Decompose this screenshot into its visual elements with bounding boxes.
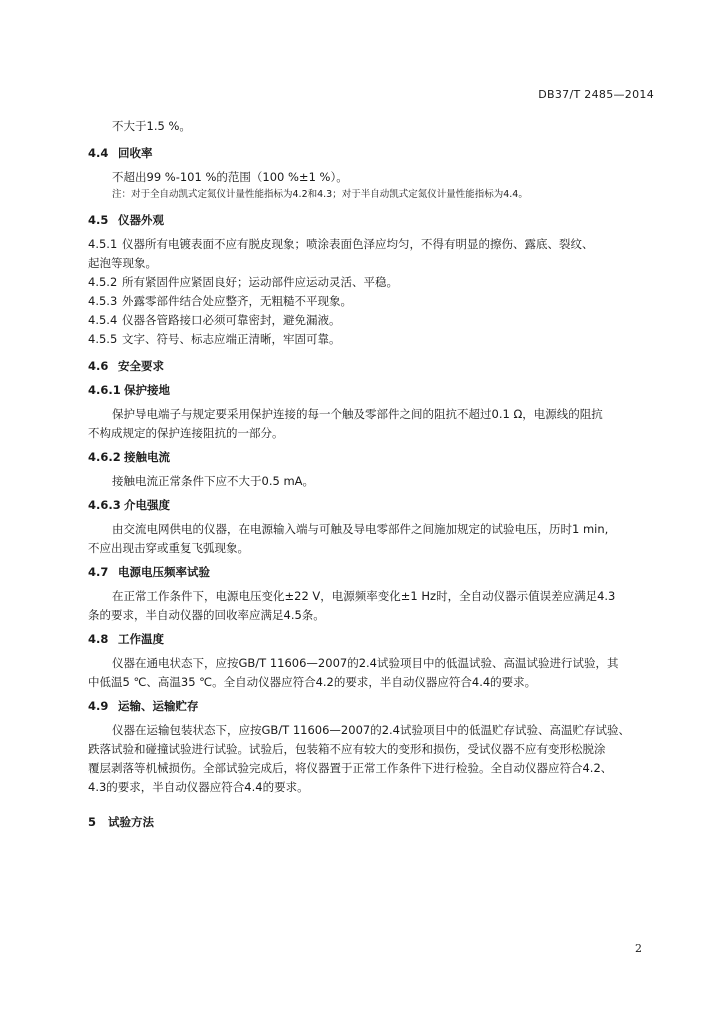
- heading-4-9: [88, 697, 656, 716]
- heading-title: 工作温度: [118, 632, 164, 646]
- clause-4-5-1: [88, 235, 656, 254]
- paragraph-transport: 仪器在运输包装状态下，应按GB/T 11606—2007的2.4试验项目中的低温贮存试验、高温贮存试验、: [112, 723, 630, 737]
- clause-number: 4.5.1: [88, 237, 118, 251]
- paragraph-recovery: 不超出99 %-101 %的范围（100 %±1 %）。: [112, 170, 348, 184]
- heading-title: 安全要求: [118, 359, 164, 373]
- clause-4-5-3: [88, 292, 656, 311]
- paragraph-voltage: 在正常工作条件下，电源电压变化±22 V，电源频率变化±1 Hz时，全自动仪器示值误差应满足4.3: [112, 589, 616, 603]
- heading-number: 4.6.3: [88, 498, 121, 512]
- heading-number: 4.6.1: [88, 383, 121, 397]
- heading-number: 5: [88, 815, 97, 829]
- heading-title: 介电强度: [124, 498, 170, 512]
- clause-text: 所有紧固件应紧固良好；运动部件应运动灵活、平稳。: [122, 275, 398, 289]
- clause-number: 4.5.3: [88, 294, 118, 308]
- paragraph-dielectric: 由交流电网供电的仪器，在电源输入端与可触及导电零部件之间施加规定的试验电压，历时1 min,: [112, 522, 609, 536]
- clause-text: 外露零部件结合处应整齐，无粗糙不平现象。: [122, 294, 352, 308]
- heading-number: 4.9: [88, 699, 109, 713]
- heading-4-4: [88, 144, 656, 163]
- clause-text: 仪器所有电镀表面不应有脱皮现象；喷涂表面色泽应均匀，不得有明显的擦伤、露底、裂纹、: [122, 237, 594, 251]
- paragraph-dielectric-cont: 不应出现击穿或重复飞弧现象。: [88, 541, 249, 555]
- clause-number: 4.5.2: [88, 275, 118, 289]
- heading-5: [88, 813, 656, 832]
- paragraph-voltage-cont: 条的要求，半自动仪器的回收率应满足4.5条。: [88, 608, 325, 622]
- heading-4-6-2: [88, 448, 656, 467]
- heading-title: 回收率: [118, 146, 153, 160]
- paragraph-limit: 不大于1.5 %。: [112, 119, 191, 133]
- heading-4-8: [88, 630, 656, 649]
- clause-text: 文字、符号、标志应端正清晰，牢固可靠。: [122, 332, 341, 346]
- heading-number: 4.6.2: [88, 450, 121, 464]
- paragraph-transport-cont-3: 4.3的要求，半自动仪器应符合4.4的要求。: [88, 780, 309, 794]
- clause-number: 4.5.4: [88, 313, 118, 327]
- heading-4-6-1: [88, 381, 656, 400]
- paragraph-grounding: 保护导电端子与规定要采用保护连接的每一个触及零部件之间的阻抗不超过0.1 Ω，电源线的阻抗: [112, 407, 603, 421]
- heading-title: 仪器外观: [118, 213, 164, 227]
- document-body: [88, 117, 656, 832]
- clause-4-5-4: [88, 311, 656, 330]
- paragraph-temperature-cont: 中低温5 ℃、高温35 ℃。全自动仪器应符合4.2的要求，半自动仪器应符合4.4的要求。: [88, 675, 537, 689]
- paragraph-grounding-cont: 不构成规定的保护连接阻抗的一部分。: [88, 426, 284, 440]
- heading-title: 接触电流: [124, 450, 170, 464]
- heading-title: 试验方法: [108, 815, 154, 829]
- heading-number: 4.6: [88, 359, 109, 373]
- clause-text: 仪器各管路接口必须可靠密封，避免漏液。: [122, 313, 341, 327]
- heading-4-5: [88, 211, 656, 230]
- heading-4-6-3: [88, 496, 656, 515]
- heading-number: 4.7: [88, 565, 109, 579]
- clause-4-5-1-cont: 起泡等现象。: [88, 256, 157, 270]
- page-number: 2: [635, 942, 642, 955]
- note-text: 注：对于全自动凯式定氮仪计量性能指标为4.2和4.3；对于半自动凯式定氮仪计量性能指标为4.4。: [112, 189, 528, 200]
- standard-code: DB37/T 2485—2014: [538, 88, 654, 101]
- clause-4-5-5: [88, 330, 656, 349]
- heading-title: 运输、运输贮存: [118, 699, 199, 713]
- clause-4-5-2: [88, 273, 656, 292]
- paragraph-transport-cont-1: 跌落试验和碰撞试验进行试验。试验后，包装箱不应有较大的变形和损伤，受试仪器不应有变形松脱涂: [88, 742, 606, 756]
- heading-4-7: [88, 563, 656, 582]
- heading-number: 4.5: [88, 213, 109, 227]
- heading-title: 电源电压频率试验: [118, 565, 210, 579]
- heading-4-6: [88, 357, 656, 376]
- heading-title: 保护接地: [124, 383, 170, 397]
- paragraph-temperature: 仪器在通电状态下，应按GB/T 11606—2007的2.4试验项目中的低温试验、高温试验进行试验，其: [112, 656, 619, 670]
- paragraph-contact-current: 接触电流正常条件下应不大于0.5 mA。: [112, 474, 315, 488]
- clause-number: 4.5.5: [88, 332, 118, 346]
- paragraph-transport-cont-2: 覆层剥落等机械损伤。全部试验完成后，将仪器置于正常工作条件下进行检验。全自动仪器应符合4.2、: [88, 761, 613, 775]
- heading-number: 4.4: [88, 146, 109, 160]
- heading-number: 4.8: [88, 632, 109, 646]
